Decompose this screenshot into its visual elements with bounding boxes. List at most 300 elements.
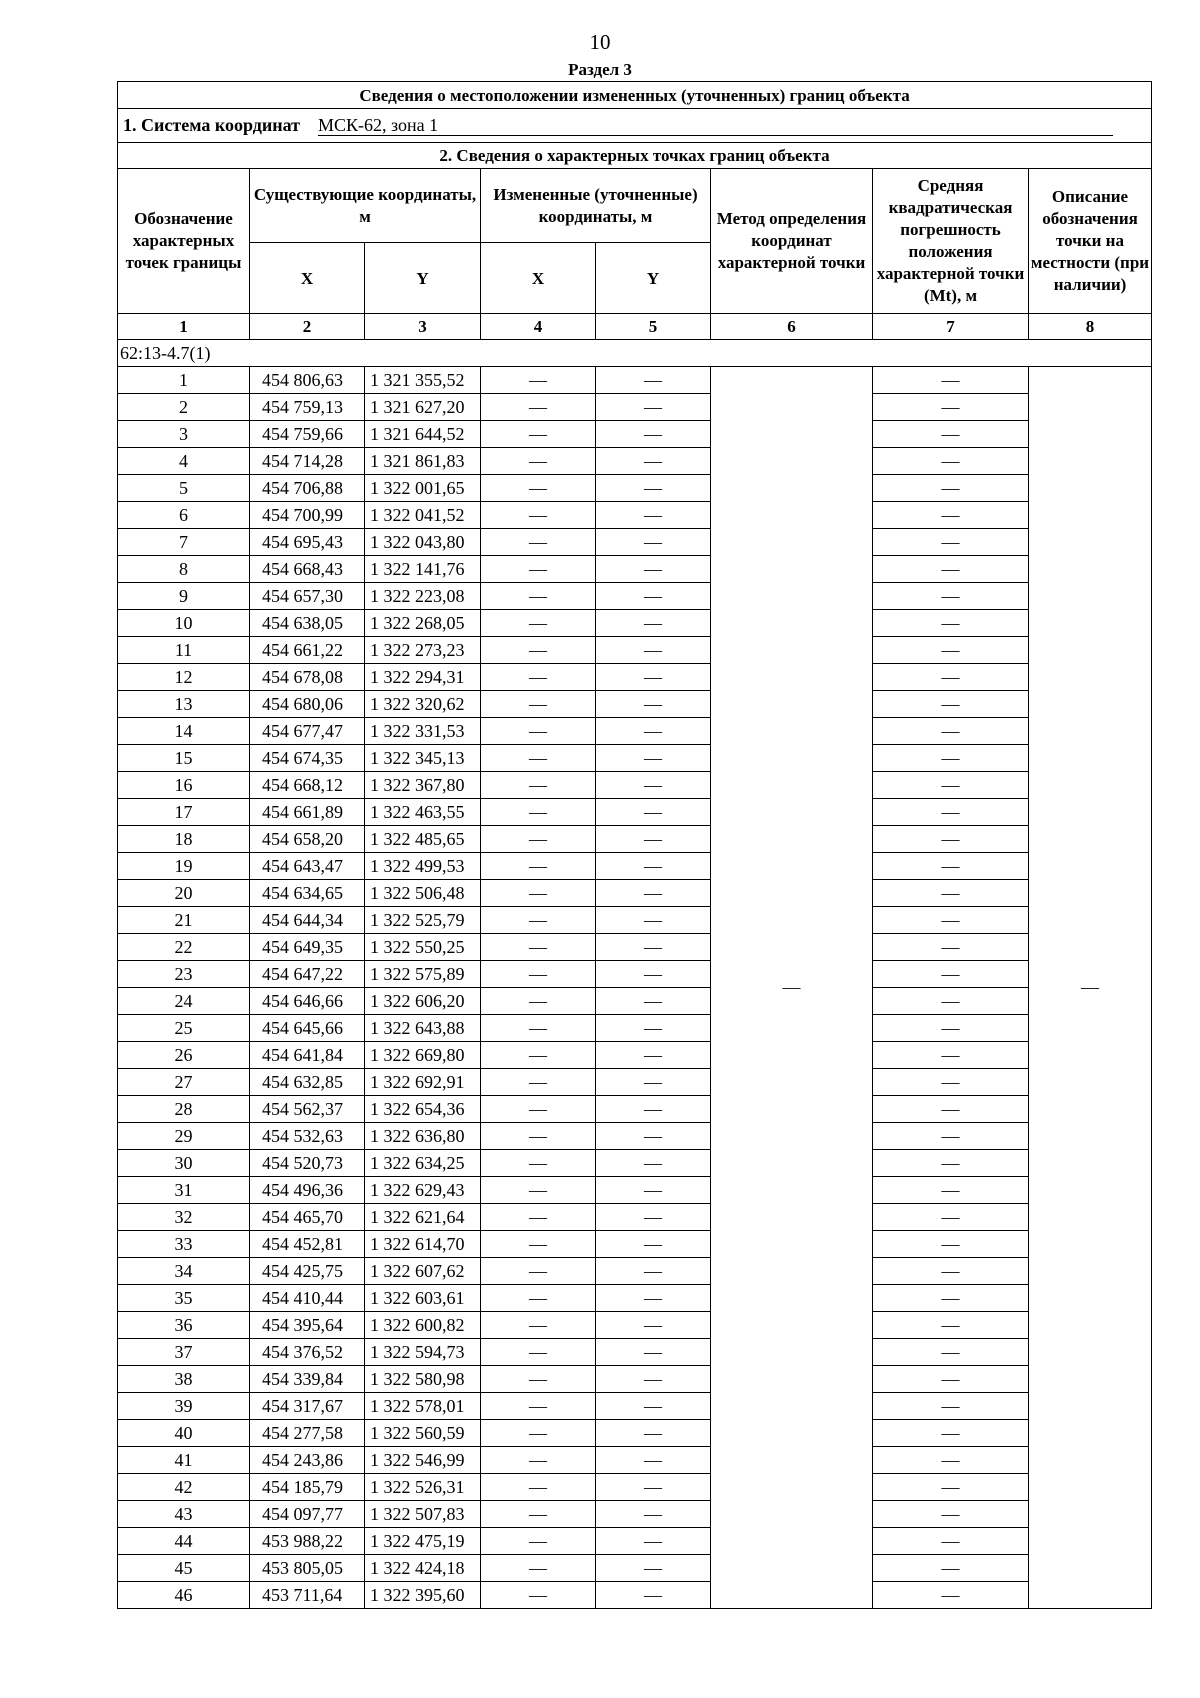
table-row (118, 691, 1152, 718)
new-y-empty: — (596, 367, 711, 394)
mt-cell: — (873, 988, 1029, 1015)
point-number: 23 (118, 961, 250, 988)
mt-cell: — (873, 799, 1029, 826)
new-y-empty: — (596, 745, 711, 772)
table-row (118, 556, 1152, 583)
point-y: 1 322 636,80 (365, 1123, 481, 1150)
point-y: 1 322 575,89 (365, 961, 481, 988)
mt-cell: — (873, 853, 1029, 880)
point-y: 1 322 603,61 (365, 1285, 481, 1312)
new-x-empty: — (481, 367, 596, 394)
point-number: 34 (118, 1258, 250, 1285)
point-x: 453 988,22 (250, 1528, 365, 1555)
mt-cell: — (873, 583, 1029, 610)
table-row (118, 745, 1152, 772)
point-y: 1 322 692,91 (365, 1069, 481, 1096)
new-x-empty: — (481, 448, 596, 475)
point-number: 43 (118, 1501, 250, 1528)
new-y-empty: — (596, 1150, 711, 1177)
point-number: 38 (118, 1366, 250, 1393)
mt-cell: — (873, 1177, 1029, 1204)
col4-5-header: Измененные (уточненные) координаты, м (481, 169, 711, 243)
mt-cell: — (873, 745, 1029, 772)
mt-cell: — (873, 1096, 1029, 1123)
point-x: 454 658,20 (250, 826, 365, 853)
point-number: 19 (118, 853, 250, 880)
point-y: 1 322 294,31 (365, 664, 481, 691)
mt-cell: — (873, 1393, 1029, 1420)
new-x-empty: — (481, 637, 596, 664)
table-row (118, 1474, 1152, 1501)
new-x-empty: — (481, 934, 596, 961)
new-y-empty: — (596, 1582, 711, 1609)
point-y: 1 322 223,08 (365, 583, 481, 610)
new-x-empty: — (481, 1501, 596, 1528)
table-row (118, 826, 1152, 853)
new-x-empty: — (481, 1177, 596, 1204)
table-row (118, 1069, 1152, 1096)
new-x-empty: — (481, 1312, 596, 1339)
point-number: 44 (118, 1528, 250, 1555)
point-x: 454 661,89 (250, 799, 365, 826)
table-row (118, 961, 1152, 988)
point-number: 8 (118, 556, 250, 583)
point-y: 1 322 629,43 (365, 1177, 481, 1204)
new-y-empty: — (596, 610, 711, 637)
table-row (118, 1042, 1152, 1069)
point-y: 1 322 525,79 (365, 907, 481, 934)
point-number: 22 (118, 934, 250, 961)
mt-cell: — (873, 610, 1029, 637)
table-row (118, 1555, 1152, 1582)
new-x-empty: — (481, 1258, 596, 1285)
mt-cell: — (873, 1312, 1029, 1339)
point-y: 1 322 546,99 (365, 1447, 481, 1474)
point-y: 1 322 043,80 (365, 529, 481, 556)
mt-cell: — (873, 529, 1029, 556)
new-y-empty: — (596, 1204, 711, 1231)
mt-cell: — (873, 421, 1029, 448)
point-number: 45 (118, 1555, 250, 1582)
point-y: 1 322 643,88 (365, 1015, 481, 1042)
new-y-empty: — (596, 1420, 711, 1447)
point-x: 454 641,84 (250, 1042, 365, 1069)
point-y: 1 322 614,70 (365, 1231, 481, 1258)
new-x-empty: — (481, 1447, 596, 1474)
new-x-empty: — (481, 394, 596, 421)
point-number: 17 (118, 799, 250, 826)
point-x: 454 243,86 (250, 1447, 365, 1474)
point-x: 454 632,85 (250, 1069, 365, 1096)
point-number: 31 (118, 1177, 250, 1204)
description-cell: — (1029, 367, 1152, 1609)
new-x-empty: — (481, 1555, 596, 1582)
new-x-empty: — (481, 1231, 596, 1258)
new-y-empty: — (596, 880, 711, 907)
mt-cell: — (873, 502, 1029, 529)
mt-cell: — (873, 1042, 1029, 1069)
point-y: 1 322 600,82 (365, 1312, 481, 1339)
point-y: 1 322 634,25 (365, 1150, 481, 1177)
point-number: 2 (118, 394, 250, 421)
point-x: 453 805,05 (250, 1555, 365, 1582)
point-number: 41 (118, 1447, 250, 1474)
point-x: 453 711,64 (250, 1582, 365, 1609)
mt-cell: — (873, 394, 1029, 421)
new-y-empty: — (596, 1528, 711, 1555)
new-y-empty: — (596, 637, 711, 664)
point-number: 13 (118, 691, 250, 718)
table-row (118, 853, 1152, 880)
new-x-empty: — (481, 1420, 596, 1447)
new-x-empty: — (481, 1474, 596, 1501)
point-number: 33 (118, 1231, 250, 1258)
point-x: 454 806,63 (250, 367, 365, 394)
new-x-empty: — (481, 988, 596, 1015)
point-number: 16 (118, 772, 250, 799)
new-y-empty: — (596, 1447, 711, 1474)
mt-cell: — (873, 664, 1029, 691)
col3-y-header: Y (365, 243, 481, 314)
point-x: 454 677,47 (250, 718, 365, 745)
point-number: 4 (118, 448, 250, 475)
page-number: 10 (589, 30, 611, 54)
mt-cell: — (873, 1123, 1029, 1150)
new-y-empty: — (596, 772, 711, 799)
point-number: 30 (118, 1150, 250, 1177)
point-y: 1 322 654,36 (365, 1096, 481, 1123)
new-y-empty: — (596, 1258, 711, 1285)
new-x-empty: — (481, 1366, 596, 1393)
new-y-empty: — (596, 907, 711, 934)
point-x: 454 520,73 (250, 1150, 365, 1177)
table-row (118, 1231, 1152, 1258)
table-row (118, 1150, 1152, 1177)
point-y: 1 322 560,59 (365, 1420, 481, 1447)
mt-cell: — (873, 961, 1029, 988)
new-x-empty: — (481, 529, 596, 556)
point-x: 454 532,63 (250, 1123, 365, 1150)
new-x-empty: — (481, 583, 596, 610)
point-x: 454 634,65 (250, 880, 365, 907)
mt-cell: — (873, 907, 1029, 934)
table-row (118, 1312, 1152, 1339)
new-y-empty: — (596, 1042, 711, 1069)
point-x: 454 452,81 (250, 1231, 365, 1258)
mt-cell: — (873, 1474, 1029, 1501)
table-row (118, 475, 1152, 502)
point-x: 454 695,43 (250, 529, 365, 556)
col-number: 8 (1029, 314, 1152, 340)
col7-header: Средняя квадратическая погрешность положения характерной точки (Mt), м (873, 169, 1029, 314)
new-y-empty: — (596, 664, 711, 691)
new-y-empty: — (596, 421, 711, 448)
table-row (118, 880, 1152, 907)
table-row (118, 1420, 1152, 1447)
point-y: 1 322 606,20 (365, 988, 481, 1015)
point-x: 454 185,79 (250, 1474, 365, 1501)
new-x-empty: — (481, 745, 596, 772)
column-numbers-row (118, 314, 1152, 340)
new-x-empty: — (481, 1123, 596, 1150)
col2-x-header: X (250, 243, 365, 314)
mt-cell: — (873, 1555, 1029, 1582)
new-x-empty: — (481, 664, 596, 691)
col5-y-header: Y (596, 243, 711, 314)
point-number: 18 (118, 826, 250, 853)
mt-cell: — (873, 880, 1029, 907)
point-x: 454 562,37 (250, 1096, 365, 1123)
new-x-empty: — (481, 1015, 596, 1042)
new-y-empty: — (596, 1339, 711, 1366)
table-row (118, 421, 1152, 448)
coord-system-value: МСК-62, зона 1 (318, 116, 1113, 136)
point-number: 21 (118, 907, 250, 934)
new-x-empty: — (481, 1150, 596, 1177)
point-x: 454 339,84 (250, 1366, 365, 1393)
point-number: 36 (118, 1312, 250, 1339)
point-y: 1 322 526,31 (365, 1474, 481, 1501)
point-x: 454 759,66 (250, 421, 365, 448)
point-x: 454 465,70 (250, 1204, 365, 1231)
table-row (118, 1204, 1152, 1231)
new-y-empty: — (596, 1231, 711, 1258)
table-row (118, 1339, 1152, 1366)
new-y-empty: — (596, 934, 711, 961)
table-row (118, 988, 1152, 1015)
new-y-empty: — (596, 961, 711, 988)
point-number: 12 (118, 664, 250, 691)
mt-cell: — (873, 1231, 1029, 1258)
point-y: 1 322 345,13 (365, 745, 481, 772)
new-x-empty: — (481, 772, 596, 799)
new-x-empty: — (481, 556, 596, 583)
new-x-empty: — (481, 1528, 596, 1555)
point-y: 1 321 627,20 (365, 394, 481, 421)
point-number: 9 (118, 583, 250, 610)
mt-cell: — (873, 1258, 1029, 1285)
point-y: 1 321 861,83 (365, 448, 481, 475)
point-x: 454 759,13 (250, 394, 365, 421)
new-x-empty: — (481, 1339, 596, 1366)
point-number: 20 (118, 880, 250, 907)
point-x: 454 714,28 (250, 448, 365, 475)
new-y-empty: — (596, 718, 711, 745)
col-number: 5 (596, 314, 711, 340)
point-y: 1 322 594,73 (365, 1339, 481, 1366)
table-row (118, 448, 1152, 475)
mt-cell: — (873, 826, 1029, 853)
mt-cell: — (873, 1339, 1029, 1366)
col-number: 6 (711, 314, 873, 340)
point-x: 454 661,22 (250, 637, 365, 664)
table-row (118, 934, 1152, 961)
point-number: 27 (118, 1069, 250, 1096)
col-number: 2 (250, 314, 365, 340)
point-y: 1 322 580,98 (365, 1366, 481, 1393)
point-x: 454 643,47 (250, 853, 365, 880)
point-x: 454 645,66 (250, 1015, 365, 1042)
mt-cell: — (873, 475, 1029, 502)
point-number: 10 (118, 610, 250, 637)
method-cell: — (711, 367, 873, 1609)
point-number: 39 (118, 1393, 250, 1420)
mt-cell: — (873, 1366, 1029, 1393)
table-row (118, 907, 1152, 934)
mt-cell: — (873, 1420, 1029, 1447)
new-y-empty: — (596, 826, 711, 853)
new-y-empty: — (596, 394, 711, 421)
point-number: 25 (118, 1015, 250, 1042)
mt-cell: — (873, 1204, 1029, 1231)
new-x-empty: — (481, 502, 596, 529)
mt-cell: — (873, 1528, 1029, 1555)
new-y-empty: — (596, 1069, 711, 1096)
new-x-empty: — (481, 880, 596, 907)
new-x-empty: — (481, 1204, 596, 1231)
parcel-id: 62:13-4.7(1) (118, 340, 1152, 367)
new-y-empty: — (596, 1393, 711, 1420)
point-y: 1 322 268,05 (365, 610, 481, 637)
point-y: 1 322 141,76 (365, 556, 481, 583)
mt-cell: — (873, 637, 1029, 664)
new-y-empty: — (596, 556, 711, 583)
mt-cell: — (873, 556, 1029, 583)
new-y-empty: — (596, 475, 711, 502)
point-number: 15 (118, 745, 250, 772)
point-x: 454 410,44 (250, 1285, 365, 1312)
new-x-empty: — (481, 718, 596, 745)
mt-cell: — (873, 448, 1029, 475)
point-number: 11 (118, 637, 250, 664)
table-row (118, 1096, 1152, 1123)
new-x-empty: — (481, 853, 596, 880)
new-x-empty: — (481, 475, 596, 502)
point-number: 35 (118, 1285, 250, 1312)
coord-system-label: 1. Система координат (123, 114, 300, 135)
table-row (118, 1528, 1152, 1555)
table-row (118, 367, 1152, 394)
table-row (118, 772, 1152, 799)
mt-cell: — (873, 934, 1029, 961)
point-x: 454 674,35 (250, 745, 365, 772)
new-x-empty: — (481, 826, 596, 853)
table-row (118, 1366, 1152, 1393)
table-row (118, 1285, 1152, 1312)
new-x-empty: — (481, 1285, 596, 1312)
point-y: 1 322 485,65 (365, 826, 481, 853)
table-title: Сведения о местоположении измененных (уточненных) границ объекта (118, 82, 1152, 109)
boundary-points-table (117, 81, 1152, 1609)
point-y: 1 321 355,52 (365, 367, 481, 394)
point-x: 454 678,08 (250, 664, 365, 691)
point-y: 1 322 621,64 (365, 1204, 481, 1231)
mt-cell: — (873, 691, 1029, 718)
col-number: 7 (873, 314, 1029, 340)
point-y: 1 322 499,53 (365, 853, 481, 880)
point-x: 454 395,64 (250, 1312, 365, 1339)
new-x-empty: — (481, 691, 596, 718)
point-y: 1 322 331,53 (365, 718, 481, 745)
new-x-empty: — (481, 1069, 596, 1096)
col8-header: Описание обозначения точки на местности (при наличии) (1029, 169, 1152, 314)
point-x: 454 644,34 (250, 907, 365, 934)
point-x: 454 425,75 (250, 1258, 365, 1285)
table-row (118, 1123, 1152, 1150)
point-number: 37 (118, 1339, 250, 1366)
point-number: 7 (118, 529, 250, 556)
table-row (118, 529, 1152, 556)
point-y: 1 322 001,65 (365, 475, 481, 502)
mt-cell: — (873, 772, 1029, 799)
new-y-empty: — (596, 529, 711, 556)
mt-cell: — (873, 718, 1029, 745)
point-y: 1 322 041,52 (365, 502, 481, 529)
table-row (118, 637, 1152, 664)
new-y-empty: — (596, 1015, 711, 1042)
point-y: 1 322 273,23 (365, 637, 481, 664)
table-row (118, 583, 1152, 610)
col1-header: Обозначение характерных точек границы (118, 169, 250, 314)
points-section-title: 2. Сведения о характерных точках границ объекта (118, 143, 1152, 169)
point-number: 1 (118, 367, 250, 394)
point-x: 454 317,67 (250, 1393, 365, 1420)
point-y: 1 322 669,80 (365, 1042, 481, 1069)
point-x: 454 706,88 (250, 475, 365, 502)
point-y: 1 322 550,25 (365, 934, 481, 961)
point-y: 1 322 607,62 (365, 1258, 481, 1285)
point-x: 454 647,22 (250, 961, 365, 988)
point-number: 28 (118, 1096, 250, 1123)
point-number: 29 (118, 1123, 250, 1150)
table-row (118, 502, 1152, 529)
new-y-empty: — (596, 1285, 711, 1312)
point-x: 454 638,05 (250, 610, 365, 637)
mt-cell: — (873, 1501, 1029, 1528)
table-row (118, 394, 1152, 421)
table-row (118, 1393, 1152, 1420)
col-number: 1 (118, 314, 250, 340)
new-y-empty: — (596, 448, 711, 475)
point-y: 1 322 475,19 (365, 1528, 481, 1555)
new-y-empty: — (596, 1555, 711, 1582)
new-y-empty: — (596, 1501, 711, 1528)
new-x-empty: — (481, 907, 596, 934)
mt-cell: — (873, 1447, 1029, 1474)
new-x-empty: — (481, 1393, 596, 1420)
coord-system-row (118, 109, 1152, 143)
point-y: 1 322 506,48 (365, 880, 481, 907)
point-y: 1 322 424,18 (365, 1555, 481, 1582)
point-number: 6 (118, 502, 250, 529)
table-row (118, 610, 1152, 637)
point-number: 14 (118, 718, 250, 745)
new-x-empty: — (481, 1042, 596, 1069)
new-y-empty: — (596, 853, 711, 880)
point-y: 1 322 463,55 (365, 799, 481, 826)
new-y-empty: — (596, 1177, 711, 1204)
section-title: Раздел 3 (568, 60, 632, 79)
mt-cell: — (873, 367, 1029, 394)
point-number: 32 (118, 1204, 250, 1231)
point-number: 46 (118, 1582, 250, 1609)
col-number: 3 (365, 314, 481, 340)
table-row (118, 1501, 1152, 1528)
point-y: 1 322 367,80 (365, 772, 481, 799)
point-x: 454 680,06 (250, 691, 365, 718)
table-row (118, 799, 1152, 826)
table-row (118, 1447, 1152, 1474)
